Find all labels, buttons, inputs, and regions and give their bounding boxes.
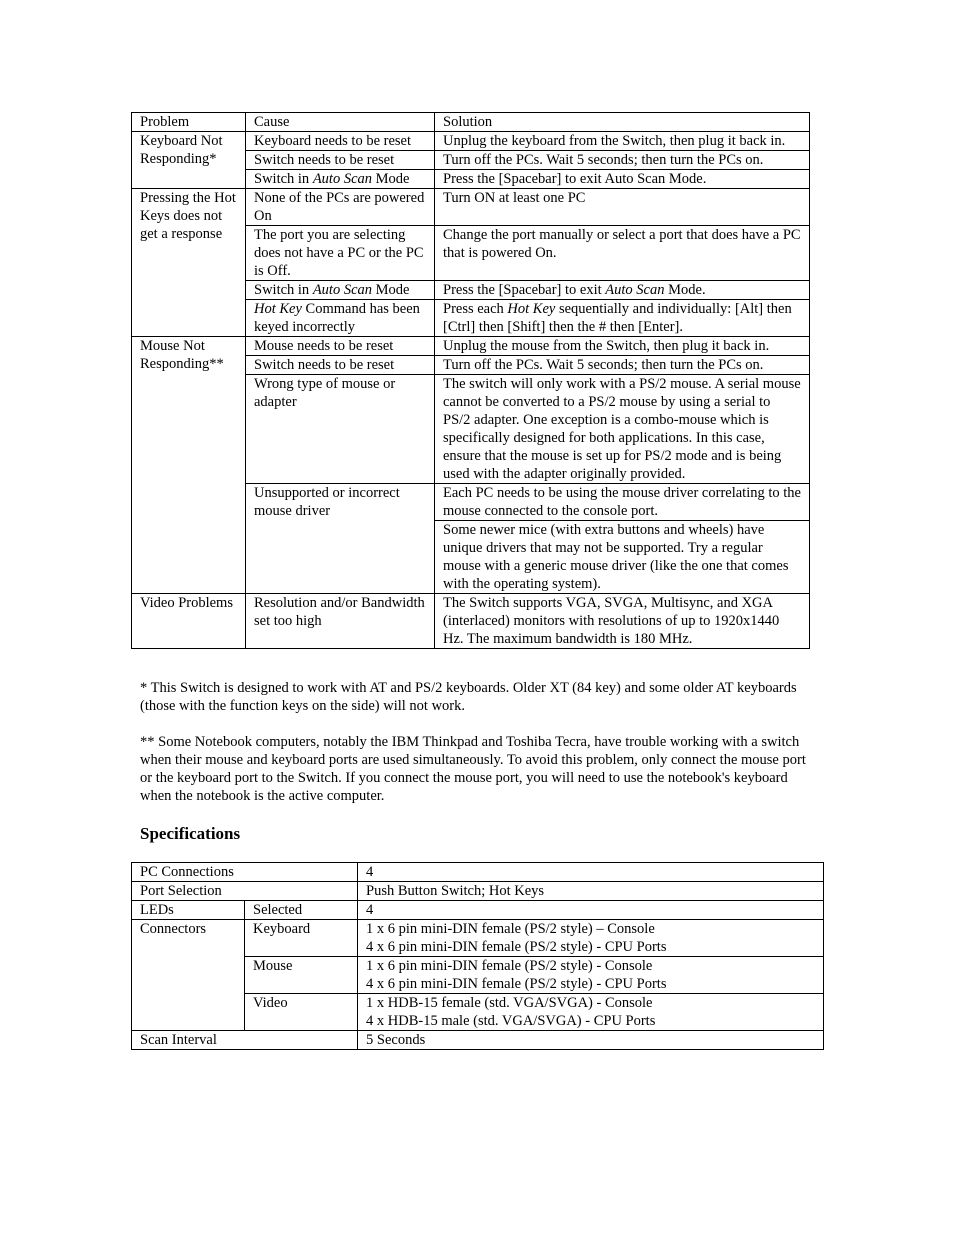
- spec-sublabel: Selected: [245, 901, 358, 920]
- cause-cell: Keyboard needs to be reset: [246, 132, 435, 151]
- solution-cell: [435, 300, 810, 337]
- cause-text: Mode: [372, 282, 410, 298]
- cause-cell: Resolution and/or Bandwidth set too high: [246, 594, 435, 649]
- cause-emphasis: Auto Scan: [312, 171, 373, 187]
- spec-value: [358, 994, 824, 1031]
- spec-value-line: 4 x 6 pin mini-DIN female (PS/2 style) - CPU Ports: [366, 939, 667, 955]
- spec-label: Port Selection: [132, 882, 358, 901]
- solution-cell: Turn off the PCs. Wait 5 seconds; then turn the PCs on.: [435, 356, 810, 375]
- specifications-table: [131, 862, 824, 1050]
- cause-cell: Switch needs to be reset: [246, 356, 435, 375]
- solution-cell: Turn ON at least one PC: [435, 189, 810, 226]
- solution-cell: Some newer mice (with extra buttons and wheels) have unique drivers that may not be supported. Try a regular mouse with a generic mouse driver (like the one that comes with the operating system).: [435, 521, 810, 594]
- table-row: [132, 189, 810, 226]
- spec-value: [358, 957, 824, 994]
- spec-value-line: 4 x 6 pin mini-DIN female (PS/2 style) - CPU Ports: [366, 976, 667, 992]
- cause-cell: [246, 170, 435, 189]
- solution-text: Press the [Spacebar] to exit: [443, 282, 606, 298]
- solution-cell: Unplug the mouse from the Switch, then plug it back in.: [435, 337, 810, 356]
- cause-text: Mode: [372, 171, 410, 187]
- cause-cell: The port you are selecting does not have a PC or the PC is Off.: [246, 226, 435, 281]
- cause-text: Switch in: [254, 282, 313, 298]
- table-row: [132, 1031, 824, 1050]
- solution-cell: Press the [Spacebar] to exit Auto Scan Mode.: [435, 170, 810, 189]
- cause-text: Switch in: [254, 171, 313, 187]
- header-solution: Solution: [435, 113, 810, 132]
- cause-cell: Mouse needs to be reset: [246, 337, 435, 356]
- spec-value-line: 1 x 6 pin mini-DIN female (PS/2 style) - Console: [366, 958, 653, 974]
- spec-value: 5 Seconds: [358, 1031, 824, 1050]
- solution-emphasis: Hot Key: [507, 301, 556, 317]
- cause-cell: None of the PCs are powered On: [246, 189, 435, 226]
- troubleshooting-table: [131, 112, 810, 649]
- solution-text: Mode.: [664, 282, 706, 298]
- cause-emphasis: Auto Scan: [312, 282, 373, 298]
- cause-cell: Switch needs to be reset: [246, 151, 435, 170]
- footnote-notebook: ** Some Notebook computers, notably the IBM Thinkpad and Toshiba Tecra, have trouble working with a switch when their mouse and keyboard ports are used simultaneously. To avoid this problem, only connect the mouse port or the keyboard port to the Switch. If you connect the mouse port, you will need to use the notebook's keyboard when the notebook is the active computer.: [140, 734, 806, 804]
- problem-keyboard: Keyboard Not Responding*: [132, 132, 246, 189]
- spec-value: 4: [358, 863, 824, 882]
- spec-label: LEDs: [132, 901, 245, 920]
- spec-value: [358, 920, 824, 957]
- spec-value-line: 1 x 6 pin mini-DIN female (PS/2 style) – Console: [366, 921, 655, 937]
- solution-cell: Unplug the keyboard from the Switch, then plug it back in.: [435, 132, 810, 151]
- solution-cell: Change the port manually or select a port that does have a PC that is powered On.: [435, 226, 810, 281]
- solution-cell: Each PC needs to be using the mouse driver correlating to the mouse connected to the console port.: [435, 484, 810, 521]
- specifications-heading: Specifications: [140, 824, 241, 843]
- cause-cell: [246, 300, 435, 337]
- spec-value-line: 1 x HDB-15 female (std. VGA/SVGA) - Console: [366, 995, 653, 1011]
- spec-value: 4: [358, 901, 824, 920]
- solution-cell: [435, 281, 810, 300]
- table-row: [132, 594, 810, 649]
- spec-value: Push Button Switch; Hot Keys: [358, 882, 824, 901]
- table-row: [132, 337, 810, 356]
- cause-cell: Wrong type of mouse or adapter: [246, 375, 435, 484]
- problem-mouse: Mouse Not Responding**: [132, 337, 246, 594]
- spec-sublabel: Video: [245, 994, 358, 1031]
- solution-cell: Turn off the PCs. Wait 5 seconds; then turn the PCs on.: [435, 151, 810, 170]
- solution-emphasis: Auto Scan: [605, 282, 665, 298]
- spec-label: PC Connections: [132, 863, 358, 882]
- table-row: [132, 132, 810, 151]
- table-row: [132, 882, 824, 901]
- table-header-row: [132, 113, 810, 132]
- cause-cell: [246, 281, 435, 300]
- problem-hotkeys: Pressing the Hot Keys does not get a response: [132, 189, 246, 337]
- spec-label: Connectors: [132, 920, 245, 1031]
- problem-video: Video Problems: [132, 594, 246, 649]
- cause-cell: Unsupported or incorrect mouse driver: [246, 484, 435, 594]
- solution-text: Press each: [443, 301, 508, 317]
- solution-text: sequentially and individually: [Alt] then [Ctrl] then [Shift] then the # then [Enter].: [443, 301, 792, 335]
- header-problem: Problem: [132, 113, 246, 132]
- table-row: [132, 920, 824, 957]
- table-row: [132, 901, 824, 920]
- table-row: [132, 863, 824, 882]
- header-cause: Cause: [246, 113, 435, 132]
- solution-cell: The Switch supports VGA, SVGA, Multisync, and XGA (interlaced) monitors with resolutions of up to 1920x1440 Hz. The maximum bandwidth is 180 MHz.: [435, 594, 810, 649]
- solution-cell: The switch will only work with a PS/2 mouse. A serial mouse cannot be converted to a PS/2 mouse by using a serial to PS/2 adapter. One exception is a combo-mouse which is specifically designed for both applications. In this case, ensure that the mouse is set up for PS/2 mode and is being used with the adapter originally provided.: [435, 375, 810, 484]
- spec-value-line: 4 x HDB-15 male (std. VGA/SVGA) - CPU Ports: [366, 1013, 656, 1029]
- spec-sublabel: Mouse: [245, 957, 358, 994]
- cause-emphasis: Hot Key: [254, 301, 302, 317]
- spec-label: Scan Interval: [132, 1031, 358, 1050]
- footnote-keyboard: * This Switch is designed to work with AT and PS/2 keyboards. Older XT (84 key) and some older AT keyboards (those with the function keys on the side) will not work.: [140, 680, 797, 714]
- spec-sublabel: Keyboard: [245, 920, 358, 957]
- cause-text: Command has been keyed incorrectly: [254, 301, 420, 335]
